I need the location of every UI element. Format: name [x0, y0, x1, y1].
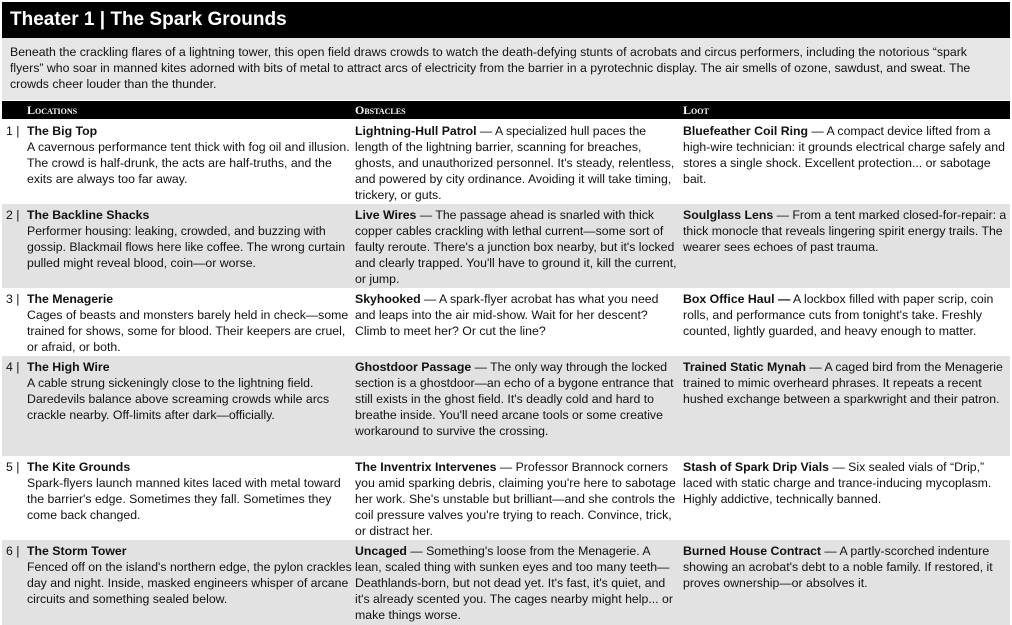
row-number: 2 |: [6, 208, 20, 222]
loot-cell: [683, 207, 1008, 255]
obstacle-cell: [355, 291, 677, 339]
row-number: 1 |: [6, 124, 20, 138]
location-name: The Kite Grounds: [27, 460, 131, 474]
intro-text: Beneath the crackling flares of a lightning tower, this open field draws crowds to watch the death-defying stunts of acrobats and circus performers, including the notorious “spark flyers” who soar in manned kites adorned with bits of metal to attract arcs of electricity from the barrier in a pyrotechnic display. The air smells of ozone, sawdust, and sweat. The crowds cheer louder than the thunder.: [2, 38, 1010, 100]
header-obstacles: Obstacles: [355, 103, 406, 117]
loot-description: A lockbox filled with paper scrip, coin rolls, and performance cuts from tonight's take. Freshly counted, lightly guarded, and heavy enough to matter.: [683, 292, 994, 338]
table-row: [2, 356, 1010, 456]
location-name: The Big Top: [27, 124, 98, 138]
location-description: Performer housing: leaking, crowded, and buzzing with gossip. Blackmail flows here like coffee. The wrong curtain pulled might reveal blood, coin—or worse.: [27, 224, 346, 270]
loot-name: Bluefeather Coil Ring: [683, 124, 809, 138]
loot-cell: [683, 359, 1008, 407]
location-name: The Backline Shacks: [27, 208, 150, 222]
location-description: Fenced off on the island's northern edge, the pylon crackles day and night. Inside, masked engineers whisper of arcane circuits and something sealed below.: [27, 560, 352, 606]
obstacle-name: Skyhooked: [355, 292, 421, 306]
obstacle-name: Lightning-Hull Patrol: [355, 124, 477, 138]
loot-cell: [683, 123, 1008, 187]
location-description: A cable strung sickeningly close to the lightning field. Daredevils balance above screaming crowds while arcs crackle nearby. Off-limits after dark—officially.: [27, 376, 330, 422]
obstacle-description: — A specialized hull paces the length of the lightning barrier, scanning for breaches, ghosts, and unauthorized personnel. It's steady, relentless, and powered by city ordinance. Avoiding it will take timing, trickery, or guts.: [355, 124, 675, 202]
header-loot: Loot: [683, 103, 709, 117]
row-number: 3 |: [6, 292, 20, 306]
obstacle-cell: [355, 459, 677, 539]
location-description: Cages of beasts and monsters barely held in check—some trained for shows, some for blood. Their keepers are cruel, or afraid, or both.: [27, 308, 349, 354]
obstacle-cell: [355, 123, 677, 203]
obstacle-description: — The only way through the locked section is a ghostdoor—an echo of a bygone entrance that still exists in the ghost field. It's deadly cold and hard to breathe inside. You'll need arcane tools or some creative workaround to survive the crossing.: [355, 360, 674, 438]
loot-description: — A partly-scorched indenture showing an acrobat's debt to a noble family. If restored, it proves ownership—or absolves it.: [683, 544, 993, 590]
table-row: [2, 288, 1010, 356]
row-number: 5 |: [6, 460, 20, 474]
loot-cell: [683, 543, 1008, 591]
loot-name: Box Office Haul —: [683, 292, 791, 306]
row-number: 4 |: [6, 360, 20, 374]
loot-description: — A compact device lifted from a high-wire technician: it grounds electrical charge safely and stores a single shock. Excellent protection... or sabotage bait.: [683, 124, 1005, 186]
obstacle-name: Live Wires: [355, 208, 417, 222]
loot-description: — From a tent marked closed-for-repair: a thick monocle that reveals lingering spirit energy trails. The wearer sees echoes of past trauma.: [683, 208, 1007, 254]
table-row: [2, 204, 1010, 288]
table-row: [2, 456, 1010, 540]
location-name: The Menagerie: [27, 292, 114, 306]
obstacle-name: The Inventrix Intervenes: [355, 460, 497, 474]
loot-name: Burned House Contract: [683, 544, 822, 558]
obstacle-cell: [355, 359, 677, 439]
location-description: Spark-flyers launch manned kites laced with metal toward the barrier's edge. Sometimes they fall. Sometimes they come back changed.: [27, 476, 341, 522]
loot-cell: [683, 291, 1008, 339]
row-number: 6 |: [6, 544, 20, 558]
obstacle-description: — Something's loose from the Menagerie. A lean, scaled thing with sunken eyes and too many teeth—Deathlands-born, but not dead yet. It's fast, it's quiet, and it's already scented you. The cages nearby might help... or make things worse.: [355, 544, 673, 622]
obstacle-description: — The passage ahead is snarled with thick copper cables crackling with lethal current—some sort of faulty reroute. There's a junction box nearby, but it's locked and clearly trapped. You'll have to ground it, kill the current, or jump.: [355, 208, 677, 286]
page-title: Theater 1 | The Spark Grounds: [2, 2, 1010, 38]
table-row: [2, 120, 1010, 203]
location-name: The Storm Tower: [27, 544, 127, 558]
loot-name: Soulglass Lens: [683, 208, 774, 222]
obstacle-name: Ghostdoor Passage: [355, 360, 472, 374]
loot-cell: [683, 459, 1008, 507]
table-header: [2, 101, 1010, 119]
loot-description: — Six sealed vials of “Drip,” laced with static charge and trance-inducing mycoplasm. Highly addictive, technically banned.: [683, 460, 992, 506]
loot-description: — A caged bird from the Menagerie trained to mimic overheard phrases. It repeats a recent hushed exchange between a sparkwright and their patron.: [683, 360, 1003, 406]
location-description: A cavernous performance tent thick with fog oil and illusion. The crowd is half-drunk, the acts are half-truths, and the exits are always too far away.: [27, 140, 350, 186]
obstacle-cell: [355, 543, 677, 623]
loot-name: Stash of Spark Drip Vials: [683, 460, 830, 474]
header-locations: Locations: [27, 103, 78, 117]
location-name: The High Wire: [27, 360, 110, 374]
obstacle-name: Uncaged: [355, 544, 407, 558]
loot-name: Trained Static Mynah: [683, 360, 806, 374]
obstacle-description: — Professor Brannock corners you amid sparking debris, claiming you're here to sabotage her work. She's unstable but brilliant—and she controls the coil pressure valves you're trying to reach. Convince, trick, or distract her.: [355, 460, 676, 538]
obstacle-description: — A spark-flyer acrobat has what you need and leaps into the air mid-show. Wait for her descent? Climb to meet her? Or cut the line?: [355, 292, 659, 338]
table-row: [2, 540, 1010, 625]
obstacle-cell: [355, 207, 677, 287]
